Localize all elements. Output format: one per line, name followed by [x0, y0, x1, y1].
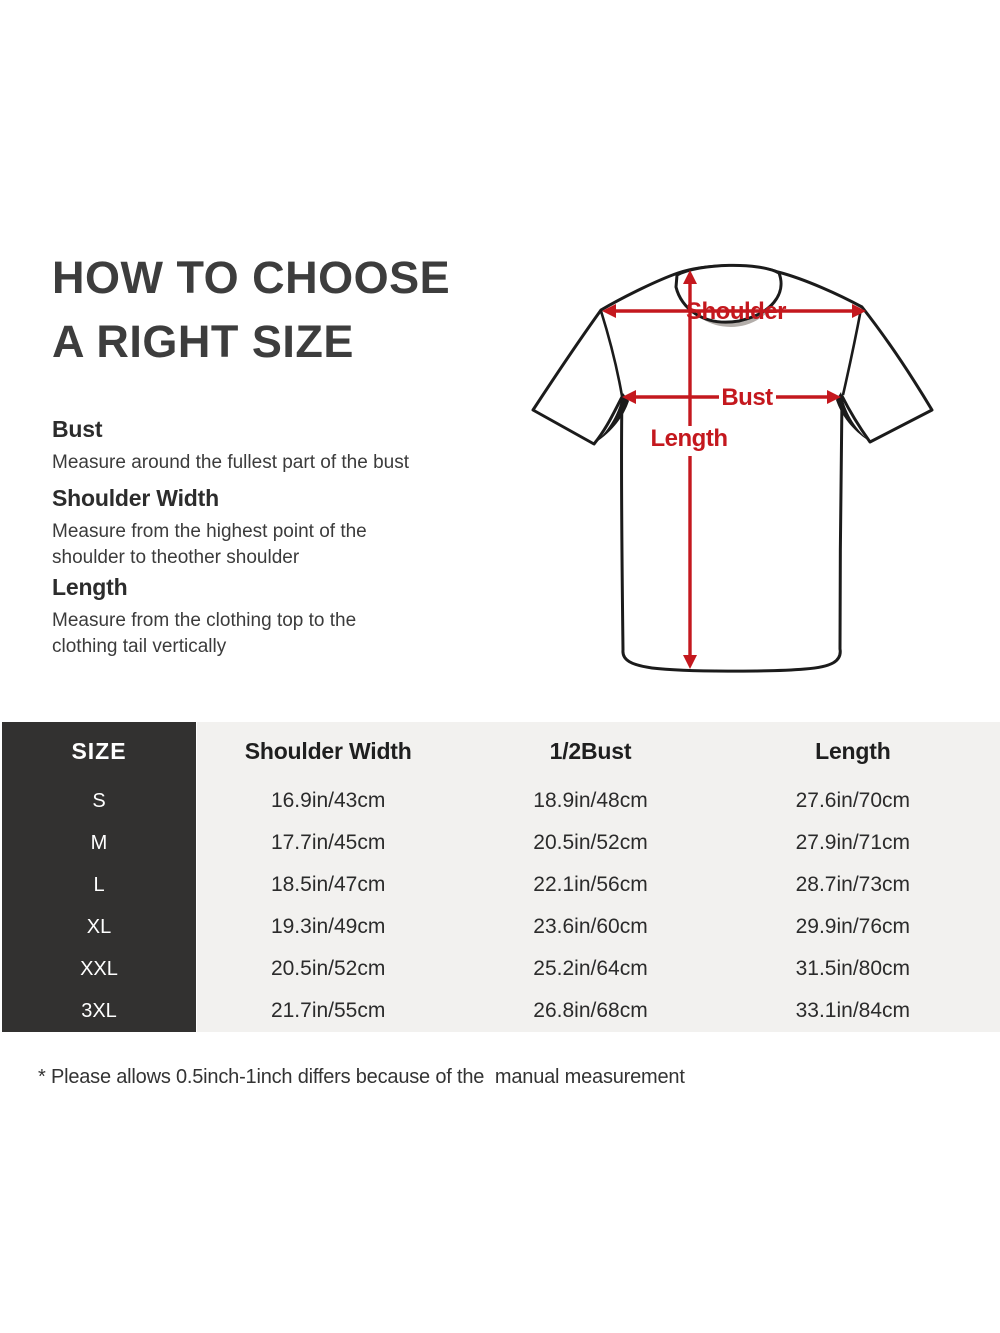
length-column — [722, 722, 984, 1032]
guide-text-length-line1: Measure from the clothing top to the — [52, 610, 357, 631]
guide-section-length — [52, 574, 492, 660]
shoulder-width-3xl: 21.7in/55cm — [270, 999, 386, 1022]
size-column — [2, 722, 196, 1032]
shoulder-width-s: 16.9in/43cm — [270, 789, 386, 812]
shoulder-width-xxl: 20.5in/52cm — [270, 957, 386, 980]
guide-heading-length: Length — [52, 574, 128, 600]
half-bust-3xl: 26.8in/68cm — [533, 999, 648, 1022]
guide-section-shoulder-width — [52, 485, 492, 571]
length-l: 28.7in/73cm — [795, 873, 911, 896]
size-cell-s: S — [92, 789, 106, 812]
half-bust-l: 22.1in/56cm — [533, 873, 648, 896]
size-column-header: SIZE — [71, 737, 127, 764]
length-xl: 29.9in/76cm — [795, 915, 911, 938]
bust-label: Bust — [721, 384, 773, 411]
tshirt-measurement-diagram — [500, 248, 970, 688]
size-cell-m: M — [90, 831, 108, 854]
measurement-note: * Please allows 0.5inch-1inch differs because of the manual measurement — [38, 1066, 685, 1088]
shoulder-width-m: 17.7in/45cm — [270, 831, 386, 854]
page-title — [52, 246, 450, 374]
guide-section-bust — [52, 416, 492, 476]
guide-text-shoulder-width-line1: Measure from the highest point of the — [52, 521, 367, 542]
size-cell-3xl: 3XL — [81, 999, 117, 1022]
shoulder-width-l: 18.5in/47cm — [270, 873, 386, 896]
half-bust-m: 20.5in/52cm — [533, 831, 648, 854]
half-bust-column — [459, 722, 721, 1032]
shoulder-width-column — [197, 722, 459, 1032]
measurement-columns — [197, 722, 1000, 1032]
length-3xl: 33.1in/84cm — [795, 999, 911, 1022]
length-s: 27.6in/70cm — [795, 789, 911, 812]
length-label: Length — [650, 425, 728, 452]
size-cell-l: L — [93, 873, 105, 896]
half-bust-xl: 23.6in/60cm — [533, 915, 648, 938]
half-bust-header: 1/2Bust — [549, 737, 632, 764]
guide-text-bust: Measure around the fullest part of the bust — [52, 452, 409, 473]
size-cell-xxl: XXL — [80, 957, 118, 980]
shoulder-width-xl: 19.3in/49cm — [270, 915, 386, 938]
shoulder-width-header: Shoulder Width — [244, 737, 412, 764]
shoulder-label: Shoulder — [685, 298, 787, 325]
guide-heading-bust: Bust — [52, 416, 103, 442]
length-m: 27.9in/71cm — [795, 831, 911, 854]
page-title-line-1: HOW TO CHOOSE — [52, 252, 451, 303]
size-chart-table — [0, 722, 1000, 1032]
guide-heading-shoulder-width: Shoulder Width — [52, 485, 219, 511]
size-cell-xl: XL — [86, 915, 112, 938]
page-title-line-2: A RIGHT SIZE — [52, 316, 354, 367]
half-bust-s: 18.9in/48cm — [533, 789, 648, 812]
length-header: Length — [815, 737, 891, 764]
length-xxl: 31.5in/80cm — [795, 957, 911, 980]
guide-text-shoulder-width-line2: shoulder to theother shoulder — [52, 547, 300, 568]
guide-text-length-line2: clothing tail vertically — [52, 636, 227, 657]
half-bust-xxl: 25.2in/64cm — [533, 957, 648, 980]
